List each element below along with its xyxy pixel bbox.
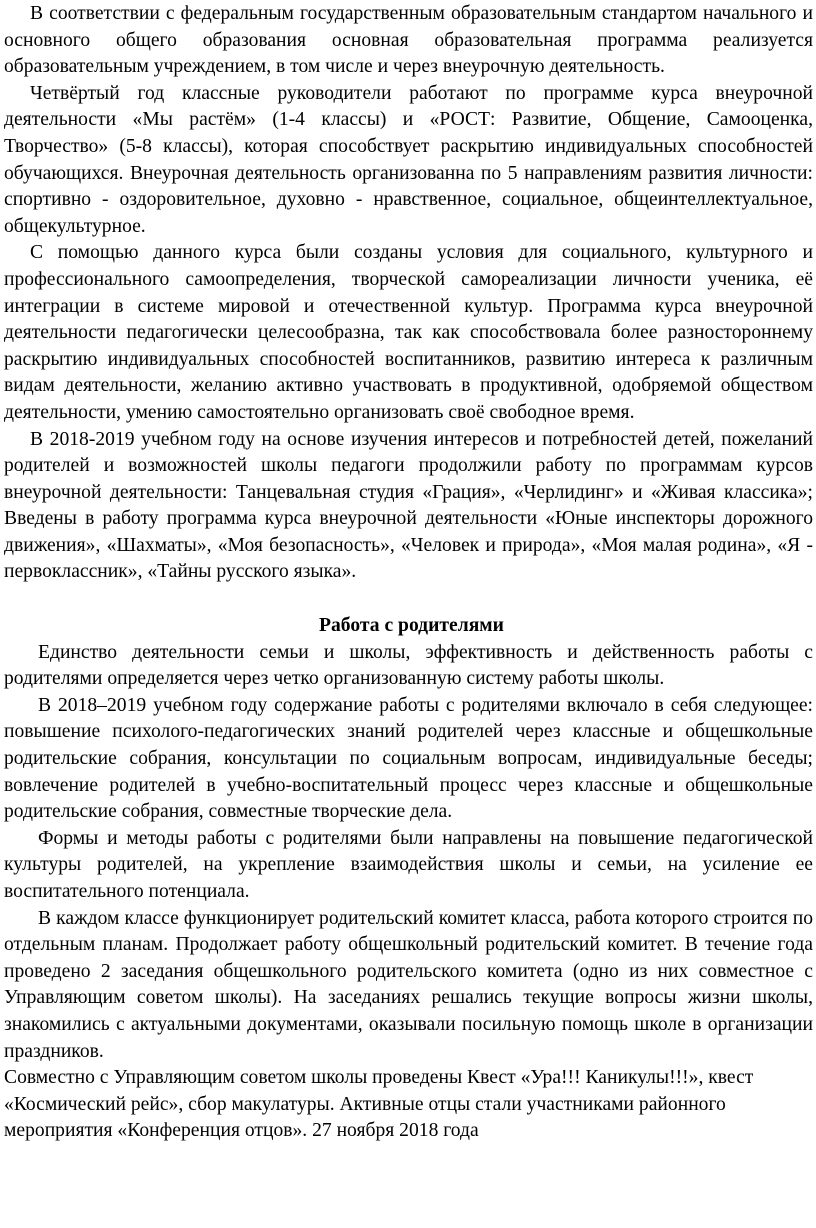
paragraph-family-school-unity: Единство деятельности семьи и школы, эффективность и действенность работы с родителями определяется через четко организованную систему работы школы. — [4, 641, 813, 690]
paragraph-fgos: В соответствии с федеральным государственным образовательным стандартом начального и основного общего образования основная образовательная программа реализуется образовательным учреждением, в том числе и через внеурочную деятельность. — [4, 3, 813, 78]
section-spacer — [4, 586, 813, 613]
paragraph-parents-work-content: В 2018–2019 учебном году содержание работы с родителями включало в себя следующее: повышение психолого-педагогических знаний родителей через классные и общешкольные родительские собрания, консультации по социальным вопросам, индивидуальные беседы; вовлечение родителей в учебно-воспитательный процесс через классные и общешкольные родительские собрания, совместные творческие дела. — [4, 694, 813, 823]
paragraph-parents-committee: В каждом классе функционирует родительский комитет класса, работа которого строится по отдельным планам. Продолжает работу общешкольный родительский комитет. В течение года проведено 2 заседания общешкольного родительского комитета (одно из них совместное с Управляющим советом школы). На заседаниях решались текущие вопросы жизни школы, знакомились с актуальными документами, оказывали посильную помощь школе в организации праздников. — [4, 907, 813, 1062]
section-heading-parents: Работа с родителями — [319, 615, 504, 637]
paragraph-course-results: С помощью данного курса были созданы условия для социального, культурного и профессионального самоопределения, творческой самореализации личности ученика, её интеграции в системе мировой и отечественной культур. Программа курса внеурочной деятельности педагогически целесообразна, так как способствовала более разностороннему раскрытию индивидуальных способностей воспитанников, развитию интереса к различным видам деятельности, желанию активно участвовать в продуктивной, одобряемой обществом деятельности, умению самостоятельно организовать своё свободное время. — [4, 242, 813, 423]
paragraph-forms-and-methods: Формы и методы работы с родителями были направлены на повышение педагогической культуры родителей, на укрепление взаимодействия школы и семьи, на усиление ее воспитательного потенциала. — [4, 827, 813, 902]
paragraph-2018-2019-courses: В 2018-2019 учебном году на основе изучения интересов и потребностей детей, пожеланий родителей и возможностей школы педагоги продолжили работу по программам курсов внеурочной деятельности: Танцевальная студия «Грация», «Черлидинг» и «Живая классика»; Введены в работу программа курса внеурочной деятельности «Юные инспекторы дорожного движения», «Шахматы», «Моя безопасность», «Человек и природа», «Моя малая родина», «Я - первоклассник», «Тайны русского языка». — [4, 428, 813, 583]
paragraph-joint-events: Совместно с Управляющим советом школы проведены Квест «Ура!!! Каникулы!!!», квест «Космический рейс», сбор макулатуры. Активные отцы стали участниками районного мероприятия «Конференция отцов». 27 ноября 2018 года — [4, 1067, 754, 1142]
paragraph-course-programs: Четвёртый год классные руководители работают по программе курса внеурочной деятельности «Мы растём» (1-4 классы) и «РОСТ: Развитие, Общение, Самооценка, Творчество» (5-8 классы), которая способствует раскрытию индивидуальных способностей обучающихся. Внеурочная деятельность организованна по 5 направлениям развития личности: спортивно - оздоровительное, духовно - нравственное, социальное, общеинтеллектуальное, общекультурное. — [4, 82, 813, 237]
